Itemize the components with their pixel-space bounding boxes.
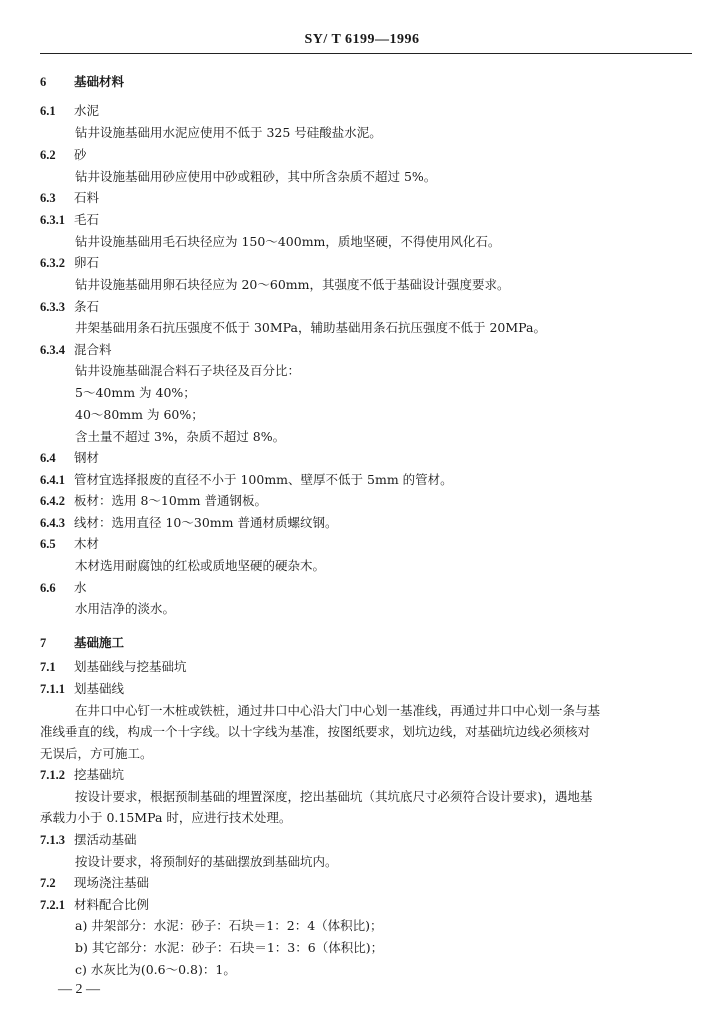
clause-heading: 6.1 水泥 (40, 103, 100, 118)
clause-heading: 6.5 木材 (40, 536, 100, 551)
paragraph-line: 40～80mm 为 60%； (75, 407, 204, 422)
clause-item: 6.4.1 管材宜选择报废的直径不小于 100mm、壁厚不低于 5mm 的管材。 (40, 472, 453, 487)
list-item: b) 其它部分：水泥：砂子：石块＝1：3：6（体积比)； (75, 940, 384, 955)
clause-item: 6.4.3 线材：选用直径 10～30mm 普通材质螺纹钢。 (40, 515, 338, 530)
page-header: SY/ T 6199—1996 (304, 32, 420, 47)
paragraph-line: 在井口中心钉一木桩或铁桩，通过井口中心沿大门中心划一基准线，再通过井口中心划一条与基 (75, 703, 601, 718)
clause-heading: 7.2.1 材料配合比例 (40, 897, 150, 912)
paragraph-line: 钻井设施基础用卵石块径应为 20～60mm，其强度不低于基础设计强度要求。 (75, 277, 510, 292)
clause-item: 6.4.2 板材：选用 8～10mm 普通钢板。 (40, 493, 268, 508)
paragraph-line: 准线垂直的线，构成一个十字线。以十字线为基准，按图纸要求，划坑边线，对基础坑边线必须核对 (40, 724, 591, 739)
paragraph-line: 5～40mm 为 40%； (75, 385, 196, 400)
section-heading: 6 基础材料 (40, 74, 125, 89)
clause-heading: 6.3.3 条石 (40, 299, 100, 314)
paragraph-line: 钻井设施基础用砂应使用中砂或粗砂，其中所含杂质不超过 5%。 (75, 169, 437, 184)
paragraph-line: 井架基础用条石抗压强度不低于 30MPa，辅助基础用条石抗压强度不低于 20MPa。 (75, 320, 546, 335)
clause-heading: 7.1.3 摆活动基础 (40, 832, 137, 847)
clause-heading: 6.4 钢材 (40, 450, 100, 465)
paragraph-line: 钻井设施基础用毛石块径应为 150～400mm，质地坚硬，不得使用风化石。 (75, 234, 501, 249)
clause-heading: 7.1.2 挖基础坑 (40, 767, 125, 782)
section-heading: 7 基础施工 (40, 635, 125, 650)
paragraph-line: 按设计要求，根据预制基础的埋置深度，挖出基础坑（其坑底尺寸必须符合设计要求)，遇地基 (75, 789, 593, 804)
page-number: — 2 — (58, 982, 100, 997)
clause-heading: 6.3.1 毛石 (40, 212, 100, 227)
list-item: c) 水灰比为(0.6～0.8)：1。 (75, 962, 236, 977)
header-divider (40, 53, 692, 54)
clause-heading: 6.3 石料 (40, 190, 100, 205)
list-item: a) 井架部分：水泥：砂子：石块＝1：2：4（体积比)； (75, 918, 383, 933)
clause-heading: 7.1.1 划基础线 (40, 681, 125, 696)
paragraph-line: 钻井设施基础混合料石子块径及百分比： (75, 363, 301, 378)
paragraph-line: 承载力小于 0.15MPa 时，应进行技术处理。 (40, 810, 292, 825)
clause-heading: 7.1 划基础线与挖基础坑 (40, 659, 187, 674)
paragraph-line: 无误后，方可施工。 (40, 746, 153, 761)
paragraph-line: 水用洁净的淡水。 (75, 601, 176, 616)
clause-heading: 6.3.2 卵石 (40, 255, 100, 270)
clause-heading: 7.2 现场浇注基础 (40, 875, 150, 890)
paragraph-line: 按设计要求，将预制好的基础摆放到基础坑内。 (75, 854, 338, 869)
paragraph-line: 木材选用耐腐蚀的红松或质地坚硬的硬杂木。 (75, 558, 326, 573)
clause-heading: 6.2 砂 (40, 147, 87, 162)
paragraph-line: 钻井设施基础用水泥应使用不低于 325 号硅酸盐水泥。 (75, 125, 382, 140)
paragraph-line: 含土量不超过 3%，杂质不超过 8%。 (75, 429, 286, 444)
clause-heading: 6.3.4 混合料 (40, 342, 112, 357)
clause-heading: 6.6 水 (40, 580, 87, 595)
